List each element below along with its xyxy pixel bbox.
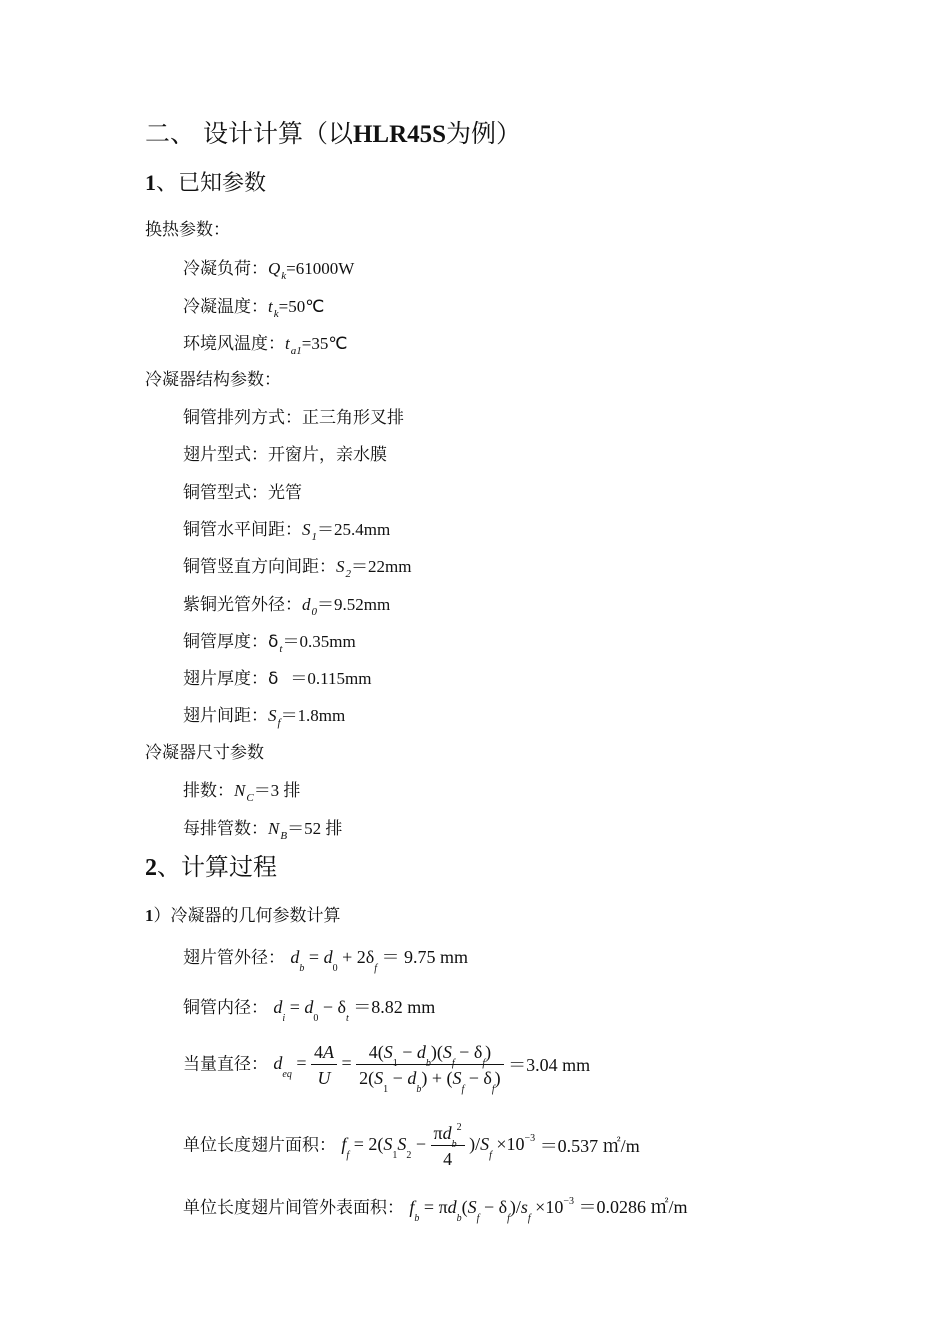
param-value: ＝3 排 bbox=[253, 781, 301, 800]
param-symbol: S bbox=[302, 519, 311, 539]
param-value: ＝0.115mm bbox=[290, 669, 372, 689]
param-symbol: N bbox=[234, 781, 246, 800]
formula-di-result: ＝8.82 mm bbox=[353, 997, 436, 1017]
param-row bbox=[183, 670, 371, 688]
fraction-pi-db2-over-4: $\frac{\pi d_b^2}{4}$ bbox=[431, 1124, 465, 1168]
param-row bbox=[183, 484, 302, 502]
param-subscript: 2 bbox=[345, 568, 351, 581]
param-symbol: S bbox=[268, 706, 277, 726]
calc-heading-text: 、计算过程 bbox=[157, 853, 277, 881]
param-label: 铜管竖直方向间距： bbox=[183, 557, 336, 578]
param-row bbox=[183, 296, 325, 320]
param-value: ＝52 排 bbox=[287, 818, 343, 838]
param-row bbox=[183, 818, 343, 842]
calc-heading-number: 2 bbox=[145, 855, 157, 881]
param-subscript: k bbox=[281, 270, 287, 282]
param-value: 光管 bbox=[268, 482, 302, 502]
param-value: =35℃ bbox=[301, 334, 348, 353]
formula-db-result: ＝ 9.75 mm bbox=[381, 947, 468, 967]
param-value: ＝25.4mm bbox=[317, 519, 391, 539]
param-value: =61000W bbox=[286, 259, 355, 278]
section-title-suffix: 为例） bbox=[446, 119, 522, 148]
fraction-deq-main: $\frac{4(S_1 - d_b)(S_f - \delta_f)}{2(S_1 - d_b) + (S_f - \delta_f)}$ bbox=[356, 1043, 504, 1087]
formula-db bbox=[183, 947, 468, 974]
param-row bbox=[183, 594, 391, 618]
known-params-number: 1 bbox=[145, 170, 156, 195]
param-value: =50℃ bbox=[278, 296, 325, 316]
geom-heading bbox=[145, 907, 341, 925]
param-label: 翅片厚度： bbox=[183, 669, 268, 690]
param-subscript: 0 bbox=[311, 605, 317, 618]
param-symbol: t bbox=[285, 334, 290, 353]
section-title-model: HLR45S bbox=[352, 121, 447, 148]
formula-db-expression: $d_b = d_0 + 2\delta_f$ bbox=[290, 947, 377, 974]
formula-deq-label: 当量直径： bbox=[183, 1054, 268, 1075]
param-row bbox=[183, 334, 348, 357]
param-value: ＝22mm bbox=[351, 557, 412, 577]
param-label: 排数： bbox=[183, 781, 234, 801]
geom-heading-number: 1 bbox=[145, 906, 154, 925]
param-symbol: Q bbox=[268, 259, 281, 278]
formula-ff bbox=[183, 1124, 640, 1168]
param-label: 铜管厚度： bbox=[183, 631, 268, 652]
param-label: 翅片型式： bbox=[183, 445, 268, 466]
geom-heading-text: ）冷凝器的几何参数计算 bbox=[153, 906, 341, 926]
param-symbol: δ bbox=[268, 631, 279, 652]
section-title-prefix: 二、 设计计算（以 bbox=[145, 119, 353, 148]
formula-fb-expression: $f_b = \pi d_b(S_f - \delta_f)/s_f \times 10^{-3}$ bbox=[409, 1196, 574, 1224]
param-value: ＝9.52mm bbox=[317, 594, 391, 614]
param-label: 环境风温度： bbox=[183, 334, 285, 354]
param-value: 正三角形叉排 bbox=[302, 408, 404, 427]
param-row bbox=[183, 706, 346, 730]
param-row bbox=[183, 259, 355, 282]
formula-fb bbox=[183, 1196, 688, 1224]
param-value: ＝1.8mm bbox=[280, 706, 346, 726]
param-label: 紫铜光管外径： bbox=[183, 594, 302, 615]
param-row bbox=[183, 446, 387, 464]
param-label: 翅片间距： bbox=[183, 706, 268, 727]
param-symbol: d bbox=[302, 594, 311, 614]
param-subscript: f bbox=[277, 717, 281, 730]
fraction-4A-over-U: $\frac{4A}{U}$ bbox=[311, 1043, 337, 1087]
param-label: 铜管排列方式： bbox=[183, 408, 302, 428]
param-label: 铜管型式： bbox=[183, 482, 268, 503]
formula-db-label: 翅片管外径： bbox=[183, 948, 285, 968]
param-subscript: B bbox=[280, 829, 288, 842]
param-label: 每排管数： bbox=[183, 818, 268, 839]
formula-ff-expression: $f_f = 2(S_1S_2$ − $\frac{\pi d_b^2}{4}$ )$/S_f \times 10^{-3}$ bbox=[341, 1122, 536, 1169]
param-subscript: a1 bbox=[290, 345, 302, 357]
param-subscript: t bbox=[279, 642, 283, 655]
param-subscript: k bbox=[273, 307, 279, 320]
calc-heading bbox=[145, 855, 277, 880]
known-params-text: 、已知参数 bbox=[156, 171, 267, 196]
param-subscript: C bbox=[246, 792, 254, 804]
param-symbol: t bbox=[268, 296, 273, 316]
formula-di-label: 铜管内径： bbox=[183, 998, 268, 1018]
formula-fb-result: ＝0.0286 ㎡/m bbox=[578, 1197, 688, 1217]
param-row bbox=[183, 631, 356, 655]
param-symbol: S bbox=[336, 557, 345, 577]
param-symbol: N bbox=[268, 818, 280, 838]
param-label: 铜管水平间距： bbox=[183, 519, 302, 540]
param-subscript: 1 bbox=[311, 530, 317, 543]
formula-di bbox=[183, 997, 436, 1024]
param-symbol: δ bbox=[268, 669, 279, 690]
param-value: ＝0.35mm bbox=[282, 631, 356, 651]
formula-di-expression: $d_i = d_0 - \delta_t$ bbox=[273, 997, 349, 1024]
formula-ff-label: 单位长度翅片面积： bbox=[183, 1135, 336, 1156]
formula-fb-label: 单位长度翅片间管外表面积： bbox=[183, 1198, 404, 1218]
param-row bbox=[183, 781, 301, 804]
param-row bbox=[183, 409, 404, 427]
param-row bbox=[183, 557, 412, 581]
param-value: 开窗片，亲水膜 bbox=[268, 445, 387, 465]
param-label: 冷凝温度： bbox=[183, 296, 268, 317]
size-params-label: 冷凝器尺寸参数 bbox=[145, 743, 264, 763]
formula-deq-expression: $d_{eq}$ = $\frac{4A}{U}$ = $\frac{4(S_1 - d_b)(S_f - \delta_f)}{2(S_1 - d_b) + (S_f - \delta_f)}$ bbox=[273, 1053, 508, 1073]
formula-ff-result: ＝0.537 ㎡/m bbox=[539, 1136, 640, 1156]
struct-params-label: 冷凝器结构参数： bbox=[145, 370, 281, 390]
formula-deq bbox=[183, 1042, 591, 1095]
known-params-heading bbox=[145, 172, 266, 195]
param-label: 冷凝负荷： bbox=[183, 259, 268, 279]
heat-params-label: 换热参数： bbox=[145, 220, 230, 240]
section-title bbox=[145, 121, 521, 147]
formula-deq-result: ＝3.04 mm bbox=[508, 1055, 591, 1075]
param-row bbox=[183, 519, 391, 543]
